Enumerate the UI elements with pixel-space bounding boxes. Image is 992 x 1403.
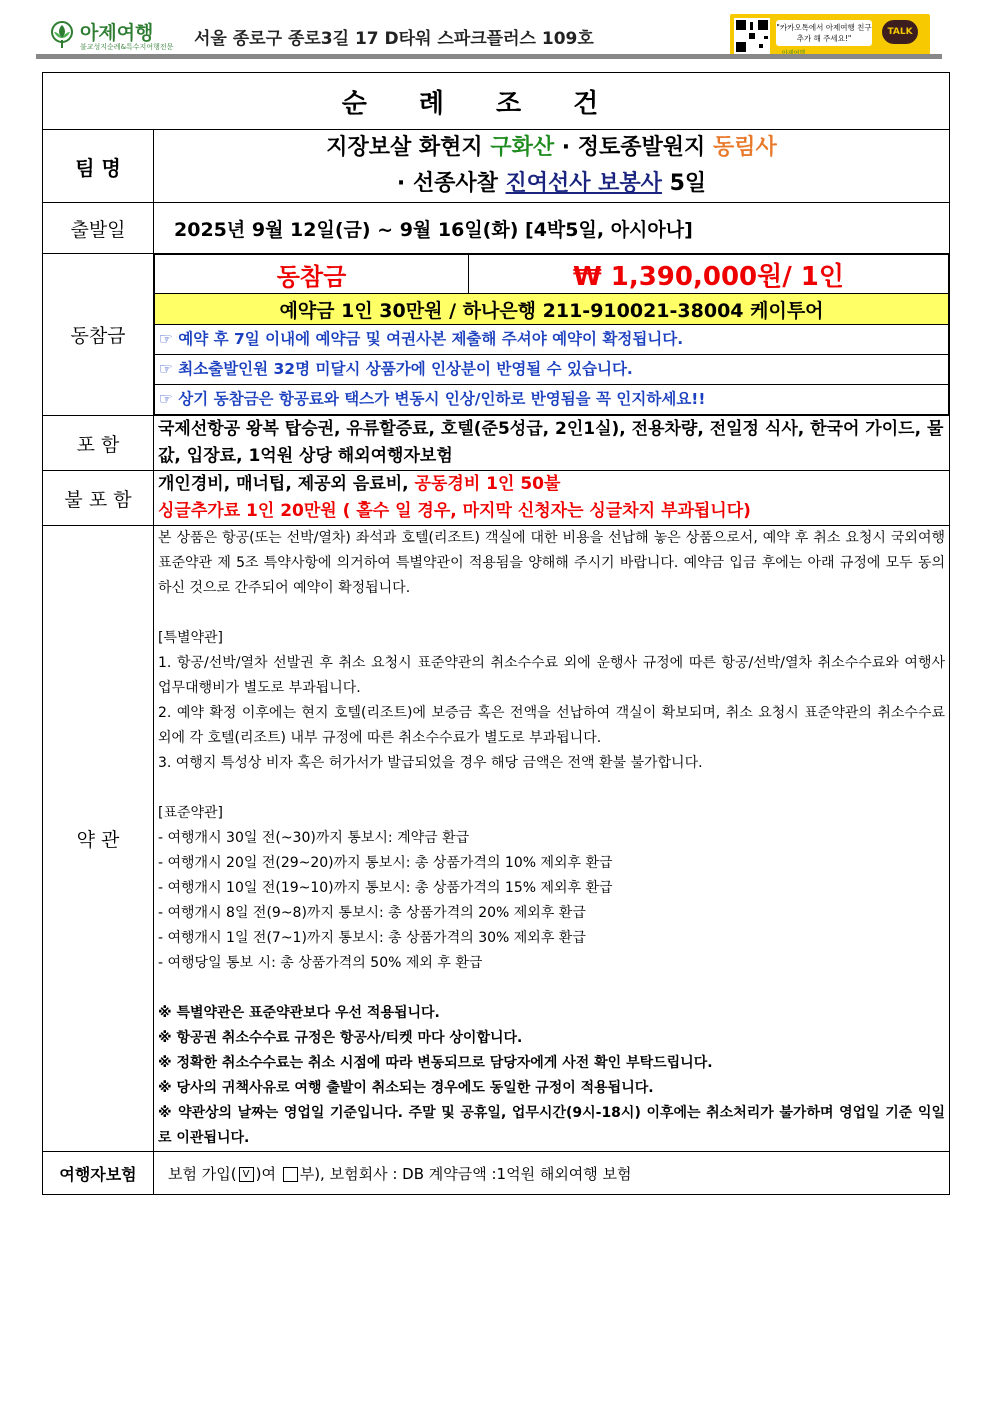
- company-address: 서울 종로구 종로3길 17 D타워 스파크플러스 109호: [194, 29, 594, 49]
- lotus-logo-icon: [48, 20, 76, 50]
- standard-term: - 여행개시 8일 전(9~8)까지 통보시: 총 상품가격의 20% 제외후 환급: [158, 905, 586, 921]
- special-term: 3. 여행지 특성상 비자 혹은 허가서가 발급되었을 경우 해당 금액은 전액 환불 불가합니다.: [158, 755, 703, 771]
- team-name: 지장보살 화현지 구화산 · 정토종발원지 동림사 · 선종사찰 진여선사 보봉사 5일: [154, 130, 950, 203]
- insurance-yes-checkbox[interactable]: V: [239, 1167, 254, 1182]
- include-label: 포 함: [43, 416, 154, 471]
- terms-label: 약 관: [43, 526, 154, 1152]
- deposit-info: 예약금 1인 30만원 / 하나은행 211-910021-38004 케이투어: [155, 294, 949, 325]
- insurance-info: 보험 가입( V )여 부), 보험회사 : DB 계약금액 :1억원 해외여행 보험: [154, 1152, 950, 1195]
- standard-term: - 여행당일 통보 시: 총 상품가격의 50% 제외 후 환급: [158, 955, 483, 971]
- excluded-items: 개인경비, 매너팁, 제공외 음료비, 공동경비 1인 50불 싱글추가료 1인 20만원 ( 홀수 일 경우, 마지막 신청자는 싱글차지 부과됩니다): [154, 471, 950, 526]
- price-title: 동참금: [155, 255, 469, 294]
- special-terms-title: [특별약관]: [158, 630, 224, 646]
- price-amount: ₩ 1,390,000원/ 1인: [469, 255, 949, 294]
- notice: ※ 약관상의 날짜는 영업일 기준입니다. 주말 및 공휴일, 업무시간(9시-18시) 이후에는 취소처리가 불가하며 영업일 기준 익일로 이관됩니다.: [158, 1105, 945, 1146]
- company-logo[interactable]: [48, 18, 174, 56]
- notice: ※ 항공권 취소수수료 규정은 항공사/티켓 마다 상이합니다.: [158, 1030, 523, 1046]
- standard-term: - 여행개시 10일 전(19~10)까지 통보시: 총 상품가격의 15% 제외후 환급: [158, 880, 613, 896]
- insurance-label: 여행자보험: [43, 1152, 154, 1195]
- special-term: 2. 예약 확정 이후에는 현지 호텔(리조트)에 보증금 혹은 전액을 선납하여 객실이 확보되며, 취소 요청시 표준약관의 취소수수료 외에 각 호텔(리조트) 내부 규정에 따른 취소수수료가 별도로 부과됩니다.: [158, 705, 945, 746]
- qr-code-icon: [734, 18, 770, 54]
- terms-intro: 본 상품은 항공(또는 선박/열차) 좌석과 호텔(리조트) 객실에 대한 비용을 선납해 놓은 상품으로서, 예약 후 취소 요청시 국외여행 표준약관 제 5조 특약사항에 의거하여 특별약관이 적용됨을 양해해 주시기 바랍니다. 예약금 입금 후에는 아래 규정에 모두 동의하신 것으로 간주되어 예약이 확정됩니다.: [158, 530, 945, 596]
- standard-term: - 여행개시 30일 전(~30)까지 통보시: 계약금 환급: [158, 830, 470, 846]
- promo-text: "카카오톡에서 아제여행 친구추가 해 주세요!": [776, 20, 872, 46]
- header-divider: [36, 54, 942, 59]
- brand-subtitle: 불교성지순례&특수지여행전문: [80, 43, 174, 51]
- price-note: ☞ 상기 동참금은 항공료와 택스가 변동시 인상/인하로 반영됨을 꼭 인지하세요!!: [155, 385, 949, 415]
- departure-label: 출발일: [43, 203, 154, 254]
- included-items: 국제선항공 왕복 탑승권, 유류할증료, 호텔(준5성급, 2인1실), 전용차량, 전일정 식사, 한국어 가이드, 물 값, 입장료, 1억원 상당 해외여행자보험: [154, 416, 950, 471]
- price-note: ☞ 최소출발인원 32명 미달시 상품가에 인상분이 반영될 수 있습니다.: [155, 355, 949, 385]
- notice: ※ 정확한 취소수수료는 취소 시점에 따라 변동되므로 담당자에게 사전 확인 부탁드립니다.: [158, 1055, 713, 1071]
- price-note: ☞ 예약 후 7일 이내에 예약금 및 여권사본 제출해 주셔야 예약이 확정됩니다.: [155, 325, 949, 355]
- standard-term: - 여행개시 1일 전(7~1)까지 통보시: 총 상품가격의 30% 제외후 환급: [158, 930, 586, 946]
- standard-terms-title: [표준약관]: [158, 805, 224, 821]
- brand-name: 아제여행: [80, 22, 154, 44]
- kakao-talk-icon: TALK: [882, 20, 918, 44]
- standard-term: - 여행개시 20일 전(29~20)까지 통보시: 총 상품가격의 10% 제외후 환급: [158, 855, 613, 871]
- price-section: [154, 254, 950, 416]
- terms-body: [154, 526, 950, 1152]
- price-label: 동참금: [43, 254, 154, 416]
- exclude-label: 불 포 함: [43, 471, 154, 526]
- departure-date: 2025년 9월 12일(금) ~ 9월 16일(화) [4박5일, 아시아나]: [154, 203, 950, 254]
- document-title: 순례조건: [43, 73, 950, 130]
- team-label: 팀 명: [43, 130, 154, 203]
- kakao-promo-banner[interactable]: [730, 14, 930, 58]
- notice: ※ 당사의 귀책사유로 여행 출발이 취소되는 경우에도 동일한 규정이 적용됩니다.: [158, 1080, 654, 1096]
- notice: ※ 특별약관은 표준약관보다 우선 적용됩니다.: [158, 1005, 440, 1021]
- insurance-no-checkbox[interactable]: [283, 1167, 298, 1182]
- special-term: 1. 항공/선박/열차 선발권 후 취소 요청시 표준약관의 취소수수료 외에 운행사 규정에 따른 항공/선박/열차 취소수수료와 여행사 업무대행비가 별도로 부과됩니다.: [158, 655, 945, 696]
- pilgrimage-conditions-table: [42, 72, 950, 1195]
